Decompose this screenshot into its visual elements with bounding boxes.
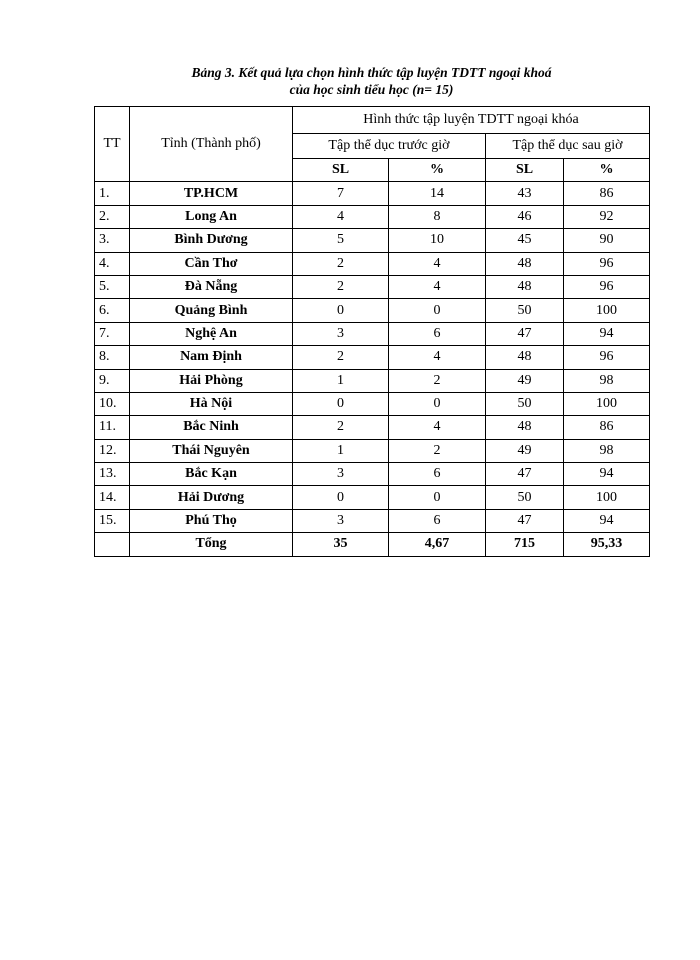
cell-tt: 10.: [95, 392, 130, 415]
cell-pct-after: 94: [564, 463, 650, 486]
cell-sl-after: 43: [486, 182, 564, 205]
cell-sl-before: 2: [293, 416, 389, 439]
table-row: [95, 205, 650, 228]
cell-sl-after: 47: [486, 463, 564, 486]
cell-sl-after: 48: [486, 252, 564, 275]
cell-pct-before: 6: [389, 509, 486, 532]
cell-pct-before: 4: [389, 416, 486, 439]
caption-line-1: Bảng 3. Kết quả lựa chọn hình thức tập luyện TDTT ngoại khoá: [191, 65, 552, 80]
cell-province: Hải Dương: [130, 486, 293, 509]
table-row: [95, 182, 650, 205]
cell-sl-before: 3: [293, 463, 389, 486]
table-row: [95, 299, 650, 322]
cell-sl-before: 5: [293, 229, 389, 252]
cell-pct-after: 96: [564, 275, 650, 298]
cell-pct-before: 10: [389, 229, 486, 252]
cell-sl-before: 3: [293, 322, 389, 345]
cell-sl-before: 4: [293, 205, 389, 228]
cell-pct-after: 96: [564, 252, 650, 275]
total-row: [95, 533, 650, 556]
cell-province: Đà Nẵng: [130, 275, 293, 298]
cell-province: TP.HCM: [130, 182, 293, 205]
table-row: [95, 369, 650, 392]
cell-sl-after: 49: [486, 439, 564, 462]
cell-pct-before: 0: [389, 486, 486, 509]
header-province: Tỉnh (Thành phố): [130, 107, 293, 182]
cell-sl-after: 48: [486, 346, 564, 369]
table-row: [95, 486, 650, 509]
table-row: [95, 463, 650, 486]
cell-pct-before: 6: [389, 322, 486, 345]
cell-tt: 14.: [95, 486, 130, 509]
cell-sl-after: 47: [486, 509, 564, 532]
table-row: [95, 439, 650, 462]
table-row: [95, 229, 650, 252]
cell-pct-after: 98: [564, 369, 650, 392]
cell-province: Thái Nguyên: [130, 439, 293, 462]
cell-sl-after: 50: [486, 486, 564, 509]
cell-pct-after: 98: [564, 439, 650, 462]
cell-pct-after: 100: [564, 486, 650, 509]
results-table: [94, 106, 650, 557]
cell-province: Nghệ An: [130, 322, 293, 345]
cell-sl-before: 1: [293, 439, 389, 462]
total-pct-after: 95,33: [564, 533, 650, 556]
header-sl-before: SL: [293, 159, 389, 182]
cell-sl-before: 2: [293, 252, 389, 275]
total-label: Tổng: [130, 533, 293, 556]
cell-pct-before: 2: [389, 439, 486, 462]
cell-pct-before: 0: [389, 299, 486, 322]
cell-pct-after: 86: [564, 416, 650, 439]
cell-tt: 3.: [95, 229, 130, 252]
total-pct-before: 4,67: [389, 533, 486, 556]
cell-tt: 5.: [95, 275, 130, 298]
cell-sl-before: 2: [293, 346, 389, 369]
header-sl-after: SL: [486, 159, 564, 182]
cell-tt: 15.: [95, 509, 130, 532]
cell-sl-after: 50: [486, 392, 564, 415]
cell-sl-before: 0: [293, 486, 389, 509]
cell-pct-before: 4: [389, 275, 486, 298]
cell-province: Quảng Bình: [130, 299, 293, 322]
cell-tt: 11.: [95, 416, 130, 439]
cell-tt: 12.: [95, 439, 130, 462]
cell-pct-after: 86: [564, 182, 650, 205]
header-pct-before: %: [389, 159, 486, 182]
cell-sl-after: 49: [486, 369, 564, 392]
table-row: [95, 346, 650, 369]
total-sl-after: 715: [486, 533, 564, 556]
cell-province: Hải Phòng: [130, 369, 293, 392]
cell-sl-after: 46: [486, 205, 564, 228]
cell-pct-after: 90: [564, 229, 650, 252]
cell-sl-before: 3: [293, 509, 389, 532]
cell-pct-before: 6: [389, 463, 486, 486]
cell-province: Bắc Kạn: [130, 463, 293, 486]
cell-tt: 8.: [95, 346, 130, 369]
cell-tt: 4.: [95, 252, 130, 275]
caption-line-2: của học sinh tiểu học (n= 15): [289, 82, 454, 97]
table-body: [95, 182, 650, 556]
cell-sl-before: 2: [293, 275, 389, 298]
header-training-form: Hình thức tập luyện TDTT ngoại khóa: [293, 107, 650, 134]
cell-province: Nam Định: [130, 346, 293, 369]
table-row: [95, 509, 650, 532]
cell-province: Phú Thọ: [130, 509, 293, 532]
cell-tt: 7.: [95, 322, 130, 345]
cell-tt: 6.: [95, 299, 130, 322]
cell-sl-after: 47: [486, 322, 564, 345]
cell-sl-before: 1: [293, 369, 389, 392]
cell-pct-after: 100: [564, 392, 650, 415]
cell-tt: 1.: [95, 182, 130, 205]
cell-pct-after: 92: [564, 205, 650, 228]
cell-pct-before: 0: [389, 392, 486, 415]
total-sl-before: 35: [293, 533, 389, 556]
header-tt: TT: [95, 107, 130, 182]
cell-province: Bình Dương: [130, 229, 293, 252]
cell-pct-after: 94: [564, 322, 650, 345]
cell-sl-before: 0: [293, 392, 389, 415]
cell-province: Bắc Ninh: [130, 416, 293, 439]
cell-pct-before: 4: [389, 252, 486, 275]
table-row: [95, 416, 650, 439]
cell-sl-after: 50: [486, 299, 564, 322]
cell-tt: 9.: [95, 369, 130, 392]
cell-province: Hà Nội: [130, 392, 293, 415]
cell-province: Long An: [130, 205, 293, 228]
cell-sl-after: 48: [486, 275, 564, 298]
cell-sl-before: 0: [293, 299, 389, 322]
total-tt: [95, 533, 130, 556]
cell-pct-after: 94: [564, 509, 650, 532]
cell-sl-after: 45: [486, 229, 564, 252]
cell-pct-before: 2: [389, 369, 486, 392]
cell-pct-before: 14: [389, 182, 486, 205]
table-caption: [94, 64, 649, 98]
table-row: [95, 322, 650, 345]
table-row: [95, 252, 650, 275]
cell-sl-after: 48: [486, 416, 564, 439]
cell-pct-before: 4: [389, 346, 486, 369]
cell-tt: 2.: [95, 205, 130, 228]
header-pct-after: %: [564, 159, 650, 182]
cell-province: Cần Thơ: [130, 252, 293, 275]
cell-pct-after: 96: [564, 346, 650, 369]
cell-tt: 13.: [95, 463, 130, 486]
cell-pct-after: 100: [564, 299, 650, 322]
header-after: Tập thể dục sau giờ: [486, 134, 650, 159]
cell-pct-before: 8: [389, 205, 486, 228]
cell-sl-before: 7: [293, 182, 389, 205]
table-row: [95, 275, 650, 298]
header-before: Tập thể dục trước giờ: [293, 134, 486, 159]
table-row: [95, 392, 650, 415]
